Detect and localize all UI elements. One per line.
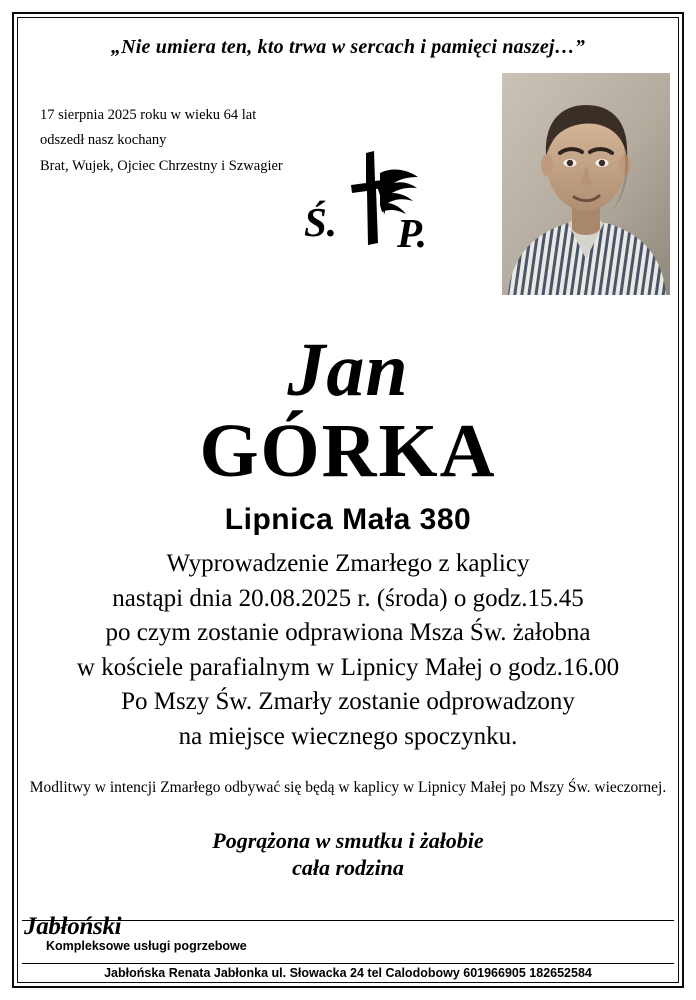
brand-subtitle: Kompleksowe usługi pogrzebowe — [46, 939, 247, 953]
intro-text — [40, 103, 340, 179]
funeral-home-footer — [22, 913, 674, 980]
prayers-note: Modlitwy w intencji Zmarłego odbywać się będą w kaplicy w Lipnicy Małej po Mszy Św. wieczornej. — [29, 779, 667, 797]
deceased-photo — [502, 73, 670, 295]
cross-and-palm-icon — [322, 147, 422, 257]
ceremony-line-2: nastąpi dnia 20.08.2025 r. (środa) o godz.15.45 — [112, 584, 584, 612]
monogram-p-letter: P. — [397, 210, 428, 256]
intro-line-3: Brat, Wujek, Ojciec Chrzestny i Szwagier — [40, 157, 283, 174]
family-line-2: cała rodzina — [292, 855, 404, 881]
ceremony-line-5: Po Mszy Św. Zmarły zostanie odprowadzony — [121, 688, 575, 716]
intro-line-2: odszedł nasz kochany — [40, 132, 167, 149]
funeral-home-brand — [22, 913, 674, 963]
ceremony-line-1: Wyprowadzenie Zmarłego z kaplicy — [166, 550, 530, 578]
notice-content — [22, 22, 674, 978]
ceremony-line-3: po czym zostanie odprawiona Msza Św. żałobna — [105, 619, 591, 647]
upper-section — [22, 73, 674, 305]
brand-logo-text: Jabłoński — [24, 913, 122, 940]
motto-text: „Nie umiera ten, kto trwa w sercach i pamięci naszej…” — [110, 36, 586, 58]
deceased-last-name: GÓRKA — [199, 409, 497, 494]
ceremony-line-6: na miejsce wiecznego spoczynku. — [178, 722, 518, 750]
family-line-1: Pogrążona w smutku i żałobie — [212, 827, 484, 853]
deceased-address: Lipnica Mała 380 — [224, 503, 472, 537]
deceased-first-name: Jan — [287, 328, 409, 412]
family-signature — [22, 827, 674, 882]
funeral-home-contact: Jabłońska Renata Jabłonka ul. Słowacka 24 tel Calodobowy 601966905 182652584 — [22, 963, 674, 980]
monogram-s-letter: Ś. — [304, 199, 338, 245]
ceremony-line-4: w kościele parafialnym w Lipnicy Małej o godz.16.00 — [76, 653, 620, 681]
intro-line-1: 17 sierpnia 2025 roku w wieku 64 lat — [40, 107, 257, 123]
sp-monogram — [304, 151, 444, 261]
ceremony-details — [22, 547, 674, 754]
